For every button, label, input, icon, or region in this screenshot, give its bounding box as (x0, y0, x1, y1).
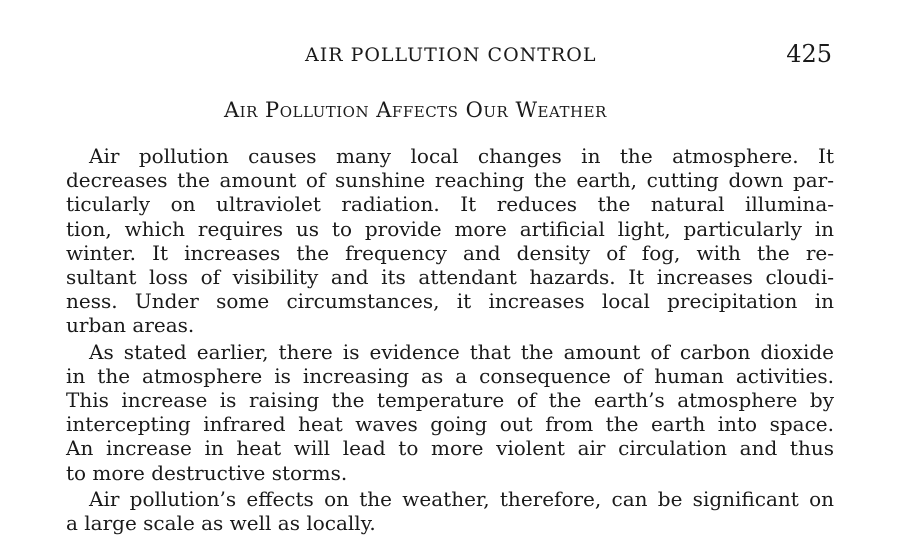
text-line: intercepting infrared heat waves going out from the earth into space. (66, 412, 834, 437)
text-line: tion, which requires us to provide more artificial light, particularly in (66, 216, 834, 241)
text-line: Air pollution causes many local changes in the atmosphere. It (89, 144, 834, 168)
text-line: Air pollution’s effects on the weather, therefore, can be significant on (89, 486, 834, 511)
text-line: in the atmosphere is increasing as a consequence of human activities. (66, 363, 834, 388)
paragraph (66, 144, 834, 338)
text-line: sultant loss of visibility and its attendant hazards. It increases cloudi- (66, 265, 834, 290)
paragraph (66, 487, 834, 535)
text-line: a large scale as well as locally. (66, 511, 376, 536)
paragraph (66, 340, 834, 485)
text-line: This increase is raising the temperature of the earth’s atmosphere by (66, 388, 834, 413)
text-line: urban areas. (66, 313, 195, 338)
text-line: ticularly on ultraviolet radiation. It reduces the natural illumina- (66, 192, 834, 217)
section-title: Air Pollution Affects Our Weather (224, 98, 607, 122)
text-line: to more destructive storms. (66, 460, 348, 485)
text-line: decreases the amount of sunshine reaching the earth, cutting down par- (66, 168, 834, 193)
text-line: As stated earlier, there is evidence that the amount of carbon dioxide (89, 339, 834, 364)
running-head: AIR POLLUTION CONTROL (305, 44, 597, 66)
text-line: An increase in heat will lead to more violent air circulation and thus (66, 436, 834, 461)
body-text (66, 144, 834, 537)
text-line: ness. Under some circumstances, it increases local precipitation in (66, 289, 834, 314)
page-number: 425 (786, 40, 832, 68)
text-line: winter. It increases the frequency and density of fog, with the re- (66, 240, 834, 265)
